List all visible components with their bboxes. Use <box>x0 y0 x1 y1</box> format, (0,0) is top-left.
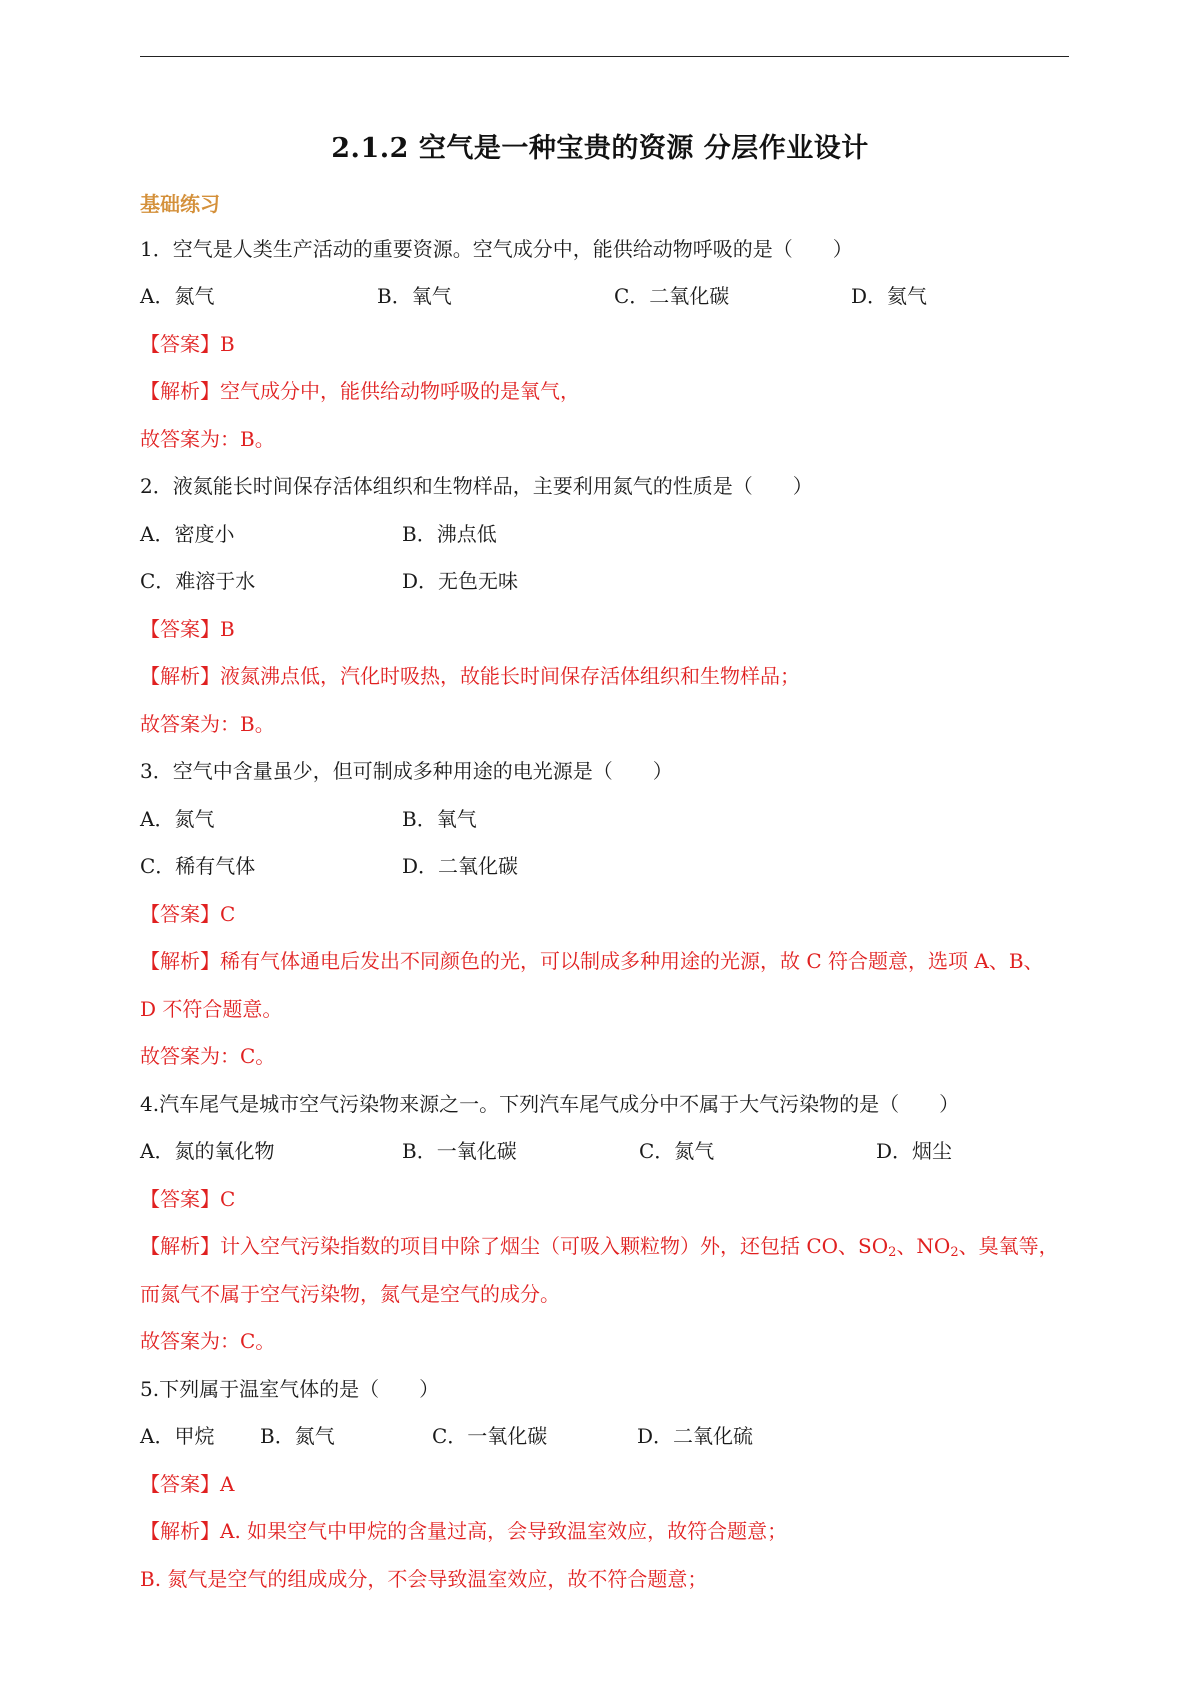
q4-analysis-line-2: 而氮气不属于空气污染物，氮气是空气的成分。 <box>140 1282 560 1306</box>
q2-analysis: 【解析】液氮沸点低，汽化时吸热，故能长时间保存活体组织和生物样品； <box>140 664 800 688</box>
q4-analysis-text-a: 【解析】计入空气污染指数的项目中除了烟尘（可吸入颗粒物）外，还包括 CO、SO <box>140 1234 889 1258</box>
q4-option-b: B．一氧化碳 <box>402 1139 517 1163</box>
q4-option-a: A．氮的氧化物 <box>140 1139 275 1163</box>
q4-conclusion: 故答案为：C。 <box>140 1329 276 1353</box>
q4-analysis-text-c: 、NO <box>896 1234 951 1258</box>
q2-answer: 【答案】B <box>140 617 235 641</box>
q1-option-b: B．氧气 <box>377 284 452 308</box>
header-rule <box>140 56 1069 57</box>
q1-option-c: C．二氧化碳 <box>614 284 730 308</box>
page-title: 2.1.2 空气是一种宝贵的资源 分层作业设计 <box>331 133 869 164</box>
q2-option-a: A．密度小 <box>140 522 235 546</box>
q2-option-d: D．无色无味 <box>402 569 519 593</box>
q5-option-c: C．一氧化碳 <box>432 1424 548 1448</box>
q1-option-d: D．氦气 <box>851 284 928 308</box>
q4-option-c: C．氮气 <box>639 1139 715 1163</box>
question-4-stem: 4.汽车尾气是城市空气污染物来源之一。下列汽车尾气成分中不属于大气污染物的是（ ） <box>140 1092 960 1116</box>
q1-conclusion: 故答案为：B。 <box>140 427 275 451</box>
q3-analysis-line-1: 【解析】稀有气体通电后发出不同颜色的光，可以制成多种用途的光源，故 C 符合题意，选项 A、B、 <box>140 949 1044 973</box>
q4-so2-subscript: 2 <box>888 1245 897 1260</box>
q1-analysis: 【解析】空气成分中，能供给动物呼吸的是氧气， <box>140 379 580 403</box>
q2-conclusion: 故答案为：B。 <box>140 712 275 736</box>
q2-option-c: C．难溶于水 <box>140 569 256 593</box>
q4-analysis-text-e: 、臭氧等， <box>958 1234 1059 1258</box>
q3-option-b: B．氧气 <box>402 807 477 831</box>
q4-analysis-line-1 <box>140 1232 1059 1260</box>
q5-analysis-line-1: 【解析】A. 如果空气中甲烷的含量过高，会导致温室效应，故符合题意； <box>140 1519 788 1543</box>
q5-option-b: B．氮气 <box>260 1424 335 1448</box>
q4-no2-subscript: 2 <box>950 1245 959 1260</box>
q3-option-c: C．稀有气体 <box>140 854 256 878</box>
question-1-stem: 1．空气是人类生产活动的重要资源。空气成分中，能供给动物呼吸的是（ ） <box>140 237 853 261</box>
q5-answer: 【答案】A <box>140 1472 235 1496</box>
question-3-stem: 3．空气中含量虽少，但可制成多种用途的电光源是（ ） <box>140 759 673 783</box>
q5-option-a: A．甲烷 <box>140 1424 215 1448</box>
question-5-stem: 5.下列属于温室气体的是（ ） <box>140 1377 440 1401</box>
q3-analysis-line-2: D 不符合题意。 <box>140 997 283 1021</box>
q3-option-a: A．氮气 <box>140 807 215 831</box>
q4-answer: 【答案】C <box>140 1187 236 1211</box>
q3-conclusion: 故答案为：C。 <box>140 1044 276 1068</box>
q5-option-d: D．二氧化硫 <box>637 1424 754 1448</box>
question-2-stem: 2．液氮能长时间保存活体组织和生物样品，主要利用氮气的性质是（ ） <box>140 474 813 498</box>
q3-answer: 【答案】C <box>140 902 236 926</box>
q2-option-b: B．沸点低 <box>402 522 497 546</box>
q5-analysis-line-2: B. 氮气是空气的组成成分，不会导致温室效应，故不符合题意； <box>140 1567 708 1591</box>
q1-answer: 【答案】B <box>140 332 235 356</box>
q3-option-d: D．二氧化碳 <box>402 854 519 878</box>
q1-option-a: A．氮气 <box>140 284 215 308</box>
section-heading: 基础练习 <box>140 192 220 216</box>
q4-option-d: D．烟尘 <box>876 1139 953 1163</box>
